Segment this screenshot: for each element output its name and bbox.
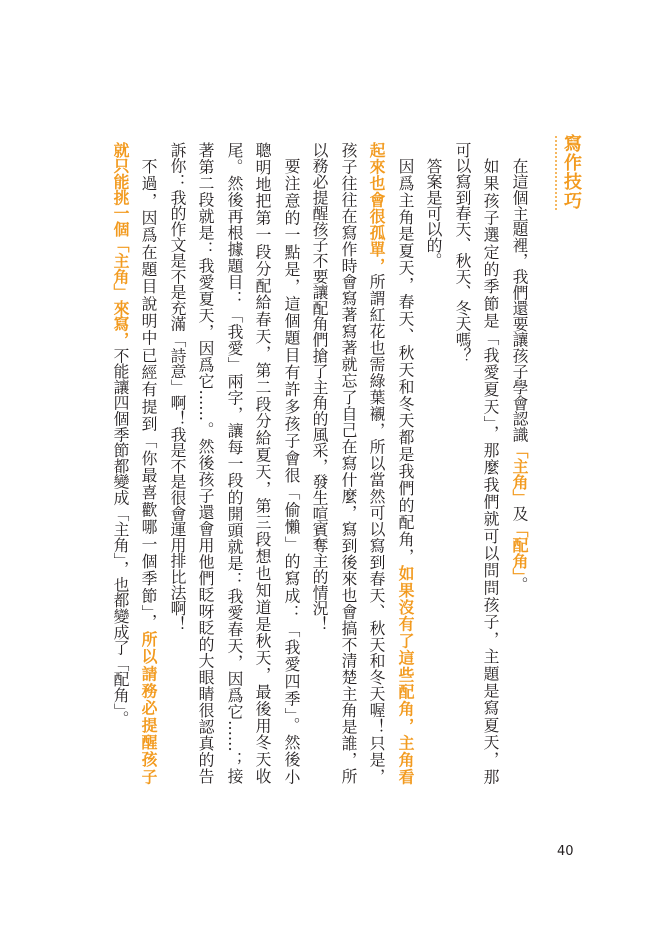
emphasis-text: 就只能挑一個「主角」來寫， <box>111 142 130 348</box>
body-text: 以務必提醒孩子不要讓配角們搶了主角的風采，發生喧賓奪主的情況！ <box>310 142 329 632</box>
emphasis-text: 起來也會很孤單， <box>367 142 386 274</box>
emphasis-text: 所以請務必提醒孩子 <box>139 630 158 784</box>
body-text: 尾。然後再根據題目：「我愛」兩字，讓每一段的開頭就是：我愛春天，因爲它……；接 <box>225 142 244 784</box>
text-column <box>367 142 385 784</box>
text-column <box>253 142 271 784</box>
body-text: 可以寫到春天、秋天、冬天嗎？ <box>453 142 472 364</box>
text-column <box>396 142 414 784</box>
emphasis-text: 「主角」 <box>510 442 529 506</box>
body-text: 要注意的一點是，這個題目有許多孩子會很「偷懶」的寫成：「我愛四季」。然後小 <box>282 157 301 784</box>
text-column <box>111 142 129 784</box>
text-column <box>282 142 300 784</box>
body-text: 孩子往往在寫作時會寫著寫著就忘了自己在寫什麼，寫到後來也會搞不清楚主角是誰，所 <box>339 142 358 784</box>
text-column <box>424 142 442 784</box>
body-text: 不過，因爲在題目說明中已經有提到「你最喜歡哪一個季節」， <box>139 157 158 631</box>
body-text: 訴你：我的作文是不是充滿「詩意」啊！我是不是很會運用排比法啊！ <box>168 142 187 632</box>
body-text: 在這個主題裡，我們還要讓孩子學會認識 <box>510 157 529 443</box>
body-text: 不能讓四個季節都變成「主角」，也都變成了「配角」。 <box>111 347 130 727</box>
body-text: 如果孩子選定的季節是「我愛夏天」，那麼我們就可以問問孩子，主題是寫夏天，那 <box>481 157 500 784</box>
body-text: 著第二段就是：我愛夏天，因爲它……。然後孩子還會用他們眨呀眨的大眼睛很認真的告 <box>196 142 215 784</box>
text-column <box>510 142 528 784</box>
page-number: 40 <box>557 844 574 859</box>
text-column <box>339 142 357 784</box>
body-text: 所謂紅花也需綠葉襯，所以當然可以寫到春天、秋天和冬天喔！只是， <box>367 273 386 784</box>
text-column <box>168 142 186 784</box>
text-column <box>225 142 243 784</box>
text-column <box>310 142 328 784</box>
text-column <box>481 142 499 784</box>
emphasis-text: 「配角」 <box>510 521 529 577</box>
body-text: 。 <box>510 576 529 593</box>
section-label: 寫作技巧 <box>561 134 582 210</box>
body-text: 聰明地把第一段分配給春天，第二段分給夏天，第三段想也知道是秋天，最後用冬天收 <box>253 142 272 784</box>
body-text: 答案是可以的。 <box>424 157 443 269</box>
text-column <box>139 142 157 784</box>
emphasis-text: 如果沒有了這些配角，主角看 <box>396 564 415 784</box>
section-label-decoration <box>555 136 557 210</box>
body-text: 及 <box>510 505 529 522</box>
text-column <box>196 142 214 784</box>
text-column <box>453 142 471 784</box>
body-text: 因爲主角是夏天，春天、秋天和冬天都是我們的配角， <box>396 157 415 565</box>
